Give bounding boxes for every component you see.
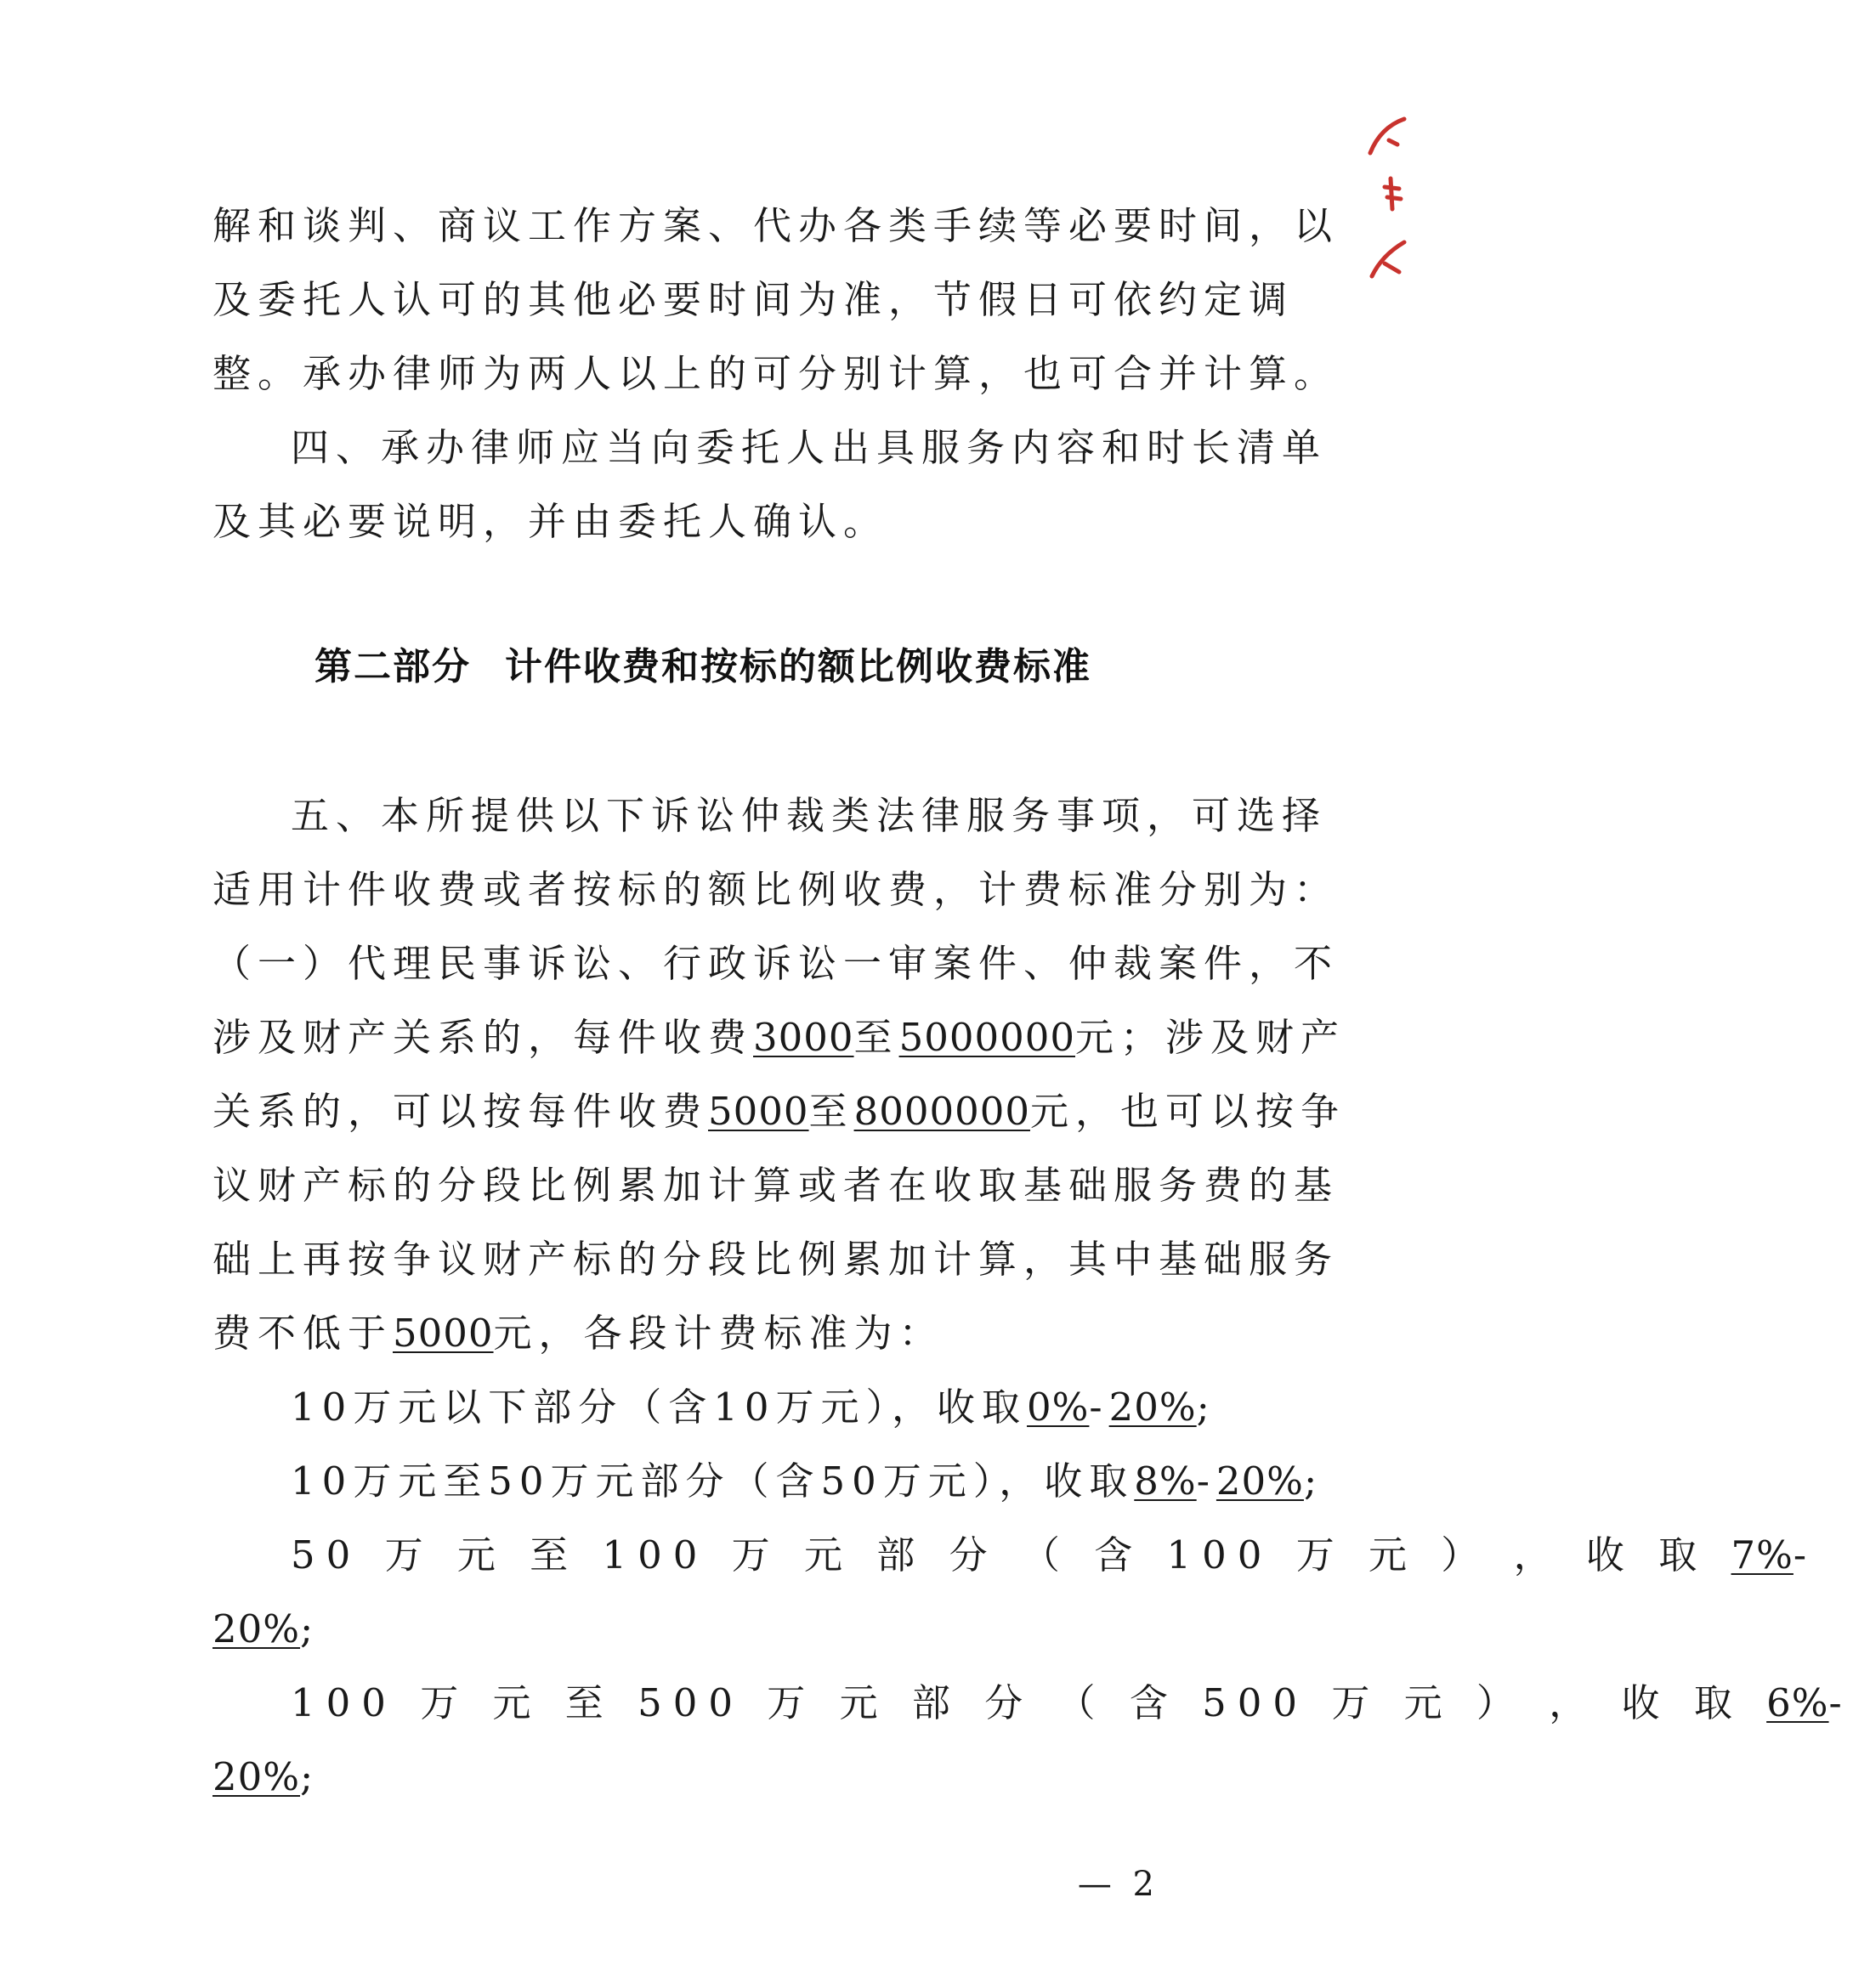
tier-line-continued: 20%; <box>212 1606 320 1651</box>
body-line: 及其必要说明，并由委托人确认。 <box>212 499 889 544</box>
body-line: 解和谈判、商议工作方案、代办各类手续等必要时间，以 <box>212 203 1340 248</box>
fee-max-value: 5000000 <box>898 1015 1075 1060</box>
red-seal-edge-icon <box>1355 93 1406 297</box>
body-line: 关系的，可以按每件收费5000至8000000元，也可以按争 <box>212 1089 1346 1134</box>
body-line: 议财产标的分段比例累加计算或者在收取基础服务费的基 <box>212 1163 1340 1208</box>
tier-line-continued: 20%; <box>212 1754 320 1799</box>
body-line: 适用计件收费或者按标的额比例收费，计费标准分别为： <box>212 867 1340 912</box>
section-heading <box>0 642 1406 693</box>
item-one: （一）代理民事诉讼、行政诉讼一审案件、仲裁案件，不 <box>212 941 1340 986</box>
article-five: 五、本所提供以下诉讼仲裁类法律服务事项，可选择 <box>291 793 1328 838</box>
body-line: 整。承办律师为两人以上的可分别计算，也可合并计算。 <box>212 351 1340 396</box>
tier-max-rate: 20% <box>1108 1385 1197 1430</box>
tier-min-rate: 8% <box>1134 1458 1197 1504</box>
tier-line: 50 万 元 至 100 万 元 部 分 （ 含 100 万 元 ） ， 收 取 7%- <box>291 1532 1818 1577</box>
base-fee-value: 5000 <box>393 1311 494 1356</box>
body-line: 涉及财产关系的，每件收费3000至5000000元；涉及财产 <box>212 1015 1346 1060</box>
tier-min-rate: 0% <box>1027 1385 1090 1430</box>
fee-min-value: 5000 <box>708 1089 809 1134</box>
tier-line: 10万元至50万元部分（含50万元），收取8%-20%; <box>291 1458 1324 1504</box>
page-number: — 2 <box>1077 1865 1159 1904</box>
body-line: 及委托人认可的其他必要时间为准，节假日可依约定调 <box>212 277 1295 322</box>
fee-max-value: 8000000 <box>853 1089 1030 1134</box>
fee-min-value: 3000 <box>753 1015 854 1060</box>
tier-min-rate: 6% <box>1766 1680 1829 1725</box>
body-line: 础上再按争议财产标的分段比例累加计算，其中基础服务 <box>212 1237 1340 1282</box>
tier-line: 10万元以下部分（含10万元），收取0%-20%; <box>291 1385 1216 1430</box>
tier-line: 100 万 元 至 500 万 元 部 分 （ 含 500 万 元 ） ， 收 取 6%- <box>291 1680 1853 1725</box>
tier-max-rate: 20% <box>1216 1458 1304 1504</box>
tier-min-rate: 7% <box>1731 1532 1794 1577</box>
article-four: 四、承办律师应当向委托人出具服务内容和时长清单 <box>291 425 1328 470</box>
tier-max-rate: 20% <box>212 1754 301 1799</box>
heading-title: 计件收费和按标的额比例收费标准 <box>505 645 1091 688</box>
heading-part: 第二部分 <box>314 645 471 688</box>
body-line: 费不低于5000元，各段计费标准为： <box>212 1311 944 1356</box>
tier-max-rate: 20% <box>212 1606 301 1651</box>
